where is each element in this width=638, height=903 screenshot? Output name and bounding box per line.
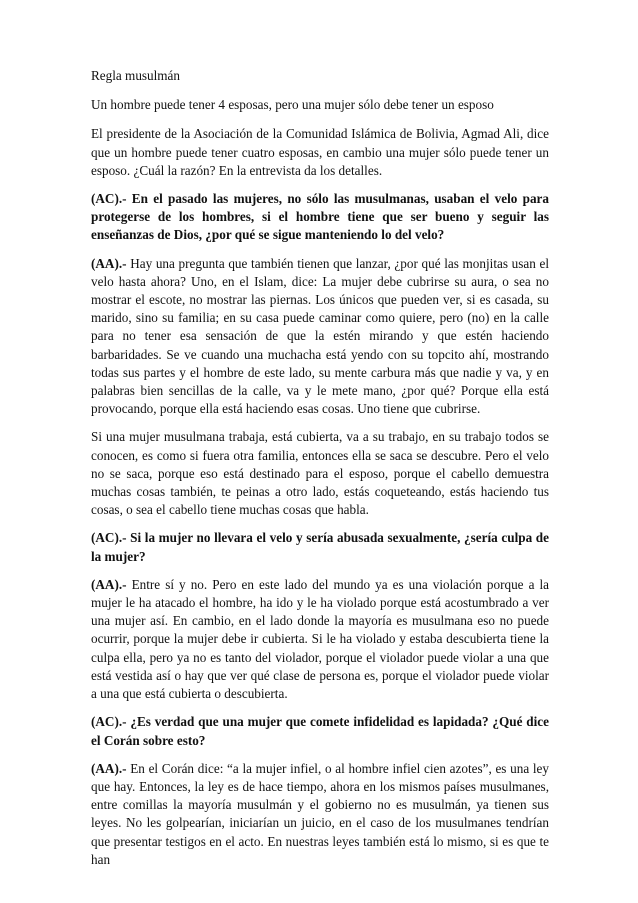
document-page: [91, 67, 549, 879]
document-title: Regla musulmán: [91, 68, 181, 83]
answer-3-text: En el Corán dice: “a la mujer infiel, o al hombre infiel cien azotes”, es una ley que hay. Entonces, la ley es de hace tiempo, ahora en los mismos países musulmanes, entre comillas la mayoría musulmán y el gobierno no es musulmán, ya tienen sus leyes. No les golpearían, iniciarían un juicio, en el caso de los musulmanes tendrían que presentar testigos en el acto. En nuestras leyes también está lo mismo, si es que te han: [91, 760, 549, 867]
answer-1: [91, 255, 549, 419]
answer-2-label: (AA).-: [91, 576, 127, 592]
answer-1-continuation: Si una mujer musulmana trabaja, está cubierta, va a su trabajo, en su trabajo todos se conocen, es como si fuera otra familia, entonces ella se saca se descubre. Pero el velo no se saca, porque eso está destinado para el esposo, porque el cabello demuestra muchas cosas también, te peinas a otro lado, estás coqueteando, estás haciendo tus cosas, o sea el cabello tiene muchas cosas que habla.: [91, 429, 549, 518]
answer-1-text: Hay una pregunta que también tienen que lanzar, ¿por qué las monjitas usan el velo hasta ahora? Uno, en el Islam, dice: La mujer debe cubrirse su aura, o sea no mostrar el escote, no mostrar las piernas. Los únicos que pueden ver, si es casada, su marido, sino su familia; en su casa puede caminar como quiere, pero (no) en la calle para no tener esa sensación de que la estén mirando y que estén haciendo barbaridades. Se ve cuando una muchacha está yendo con su topcito ahí, mostrando todas sus partes y el hombre de este lado, su mente carbura más que nadie y va, y en palabras bien sencillas de la calle, va y le mete mano, ¿por qué? Porque ella está provocando, porque ella está haciendo esas cosas. Uno tiene que cubrirse.: [91, 255, 549, 417]
question-2: (AC).- Si la mujer no llevara el velo y sería abusada sexualmente, ¿sería culpa de la mujer?: [91, 530, 549, 564]
answer-3-label: (AA).-: [91, 760, 127, 776]
answer-1-label: (AA).-: [91, 255, 127, 271]
intro-paragraph: El presidente de la Asociación de la Comunidad Islámica de Bolivia, Agmad Ali, dice que un hombre puede tener cuatro esposas, en cambio una mujer sólo puede tener un esposo. ¿Cuál la razón? En la entrevista da los detalles.: [91, 126, 549, 178]
answer-3: [91, 760, 549, 869]
question-3: (AC).- ¿Es verdad que una mujer que comete infidelidad es lapidada? ¿Qué dice el Corán sobre esto?: [91, 714, 549, 748]
question-1: (AC).- En el pasado las mujeres, no sólo las musulmanas, usaban el velo para protegerse de los hombres, si el hombre tiene que ser bueno y seguir las enseñanzas de Dios, ¿por qué se sigue manteniendo lo del velo?: [91, 191, 549, 243]
answer-2-text: Entre sí y no. Pero en este lado del mundo ya es una violación porque a la mujer le ha atacado el hombre, ha ido y le ha violado porque está acostumbrado a ver una mujer así. En cambio, en el lado donde la mayoría es musulmana eso no puede ocurrir, porque la mujer debe ir cubierta. Si le ha violado y estaba descubierta tiene la culpa ella, pero ya no es tanto del violador, porque el violador puede violar a una que está vestida así o hay que ver qué clase de persona es, porque el violador puede violar a una que está cubierta o descubierta.: [91, 576, 549, 702]
answer-2: [91, 576, 549, 703]
document-subtitle: Un hombre puede tener 4 esposas, pero una mujer sólo debe tener un esposo: [91, 97, 494, 113]
